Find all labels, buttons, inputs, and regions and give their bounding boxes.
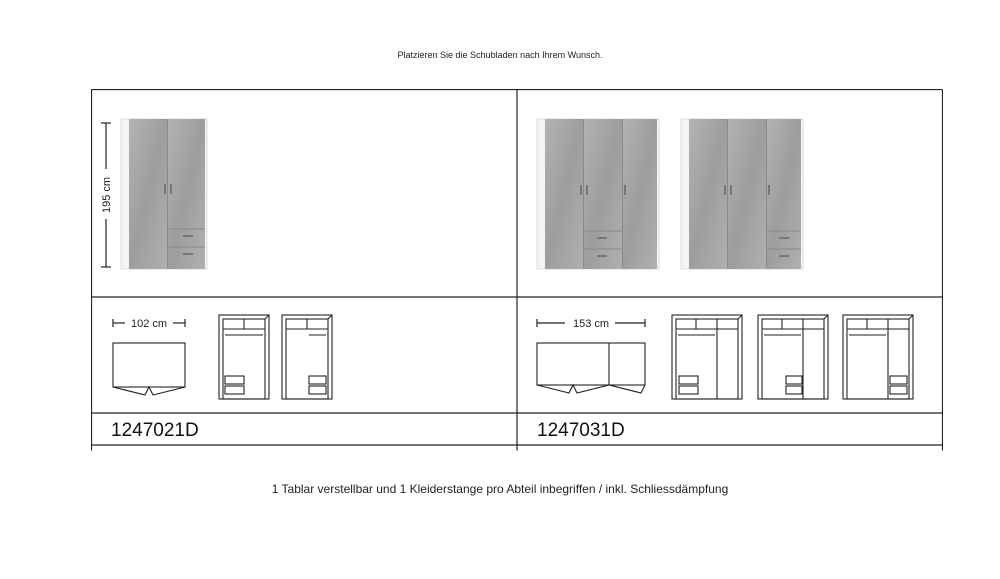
product-table [91, 89, 943, 451]
top-view-right [537, 343, 645, 393]
width-label-right: 153 cm [572, 318, 610, 330]
top-view-left [113, 343, 185, 395]
interior-diagram-left-1 [219, 315, 269, 399]
wardrobe-2-door-image [121, 119, 207, 269]
product-code-right: 1247031D [537, 420, 625, 441]
interior-diagram-right-3 [843, 315, 913, 399]
interior-diagram-right-1 [672, 315, 742, 399]
width-label-left: 102 cm [130, 318, 168, 330]
top-note: Platzieren Sie die Schubladen nach Ihrem Wunsch. [397, 50, 603, 60]
wardrobe-3-door-image-2 [681, 119, 803, 269]
bottom-note: 1 Tablar verstellbar und 1 Kleiderstange pro Abteil inbegriffen / inkl. Schliessdämpfung [271, 482, 729, 496]
interior-diagram-right-2 [758, 315, 828, 399]
height-label: 195 cm [101, 176, 113, 214]
wardrobe-3-door-image-1 [537, 119, 659, 269]
table-drawing [91, 89, 943, 451]
interior-diagram-left-2 [282, 315, 332, 399]
product-code-left: 1247021D [111, 420, 199, 441]
